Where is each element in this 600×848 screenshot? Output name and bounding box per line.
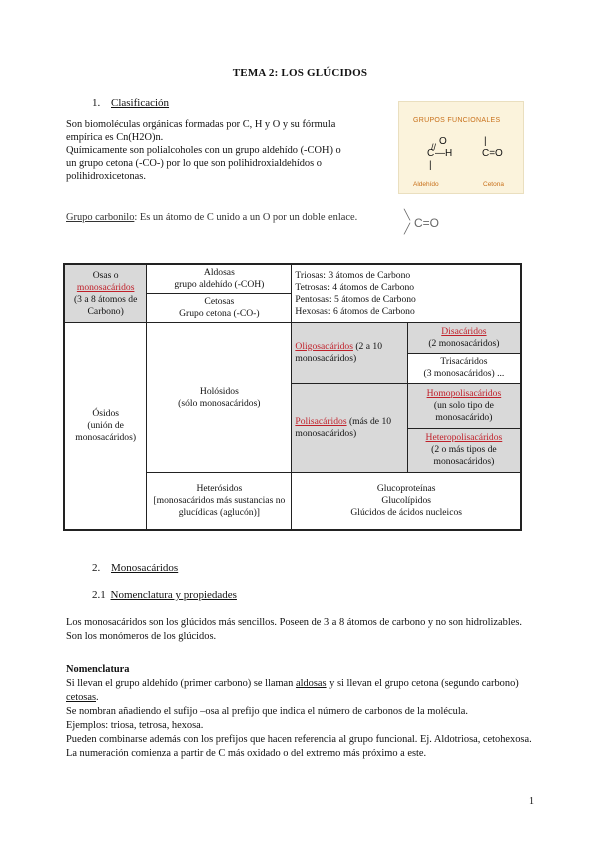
cell-text: Ósidos [92, 408, 119, 419]
heterosidos-examples-cell [292, 473, 521, 531]
ketone-formula: C=O [482, 148, 503, 159]
trisacaridos-cell [407, 353, 521, 384]
section-1-heading [92, 97, 169, 109]
intro-line: polihidroxicetonas. [66, 171, 146, 182]
aldosas-cell [147, 264, 292, 294]
cell-text: (2 a 10 monosacáridos) [295, 341, 382, 364]
cell-text: Holósidos [199, 385, 239, 397]
nomenclatura-line: Se nombran añadiendo el sufijo –osa al prefijo que indica el número de carbonos de la molécula. [66, 706, 468, 717]
cell-text: (un solo tipo de monosacárido) [433, 399, 494, 423]
cell-text: (más de 10 monosacáridos) [295, 416, 392, 439]
carbonyl-formula: C=O [414, 216, 440, 230]
cell-text: (sólo monosacáridos) [178, 397, 261, 409]
monosaccharide-types-cell [292, 264, 521, 323]
text-run-underlined: aldosas [295, 678, 327, 689]
intro-line: empírica es Cn(H2O)n. [66, 132, 164, 143]
ketone-label: Cetona [483, 181, 504, 188]
cell-text: grupo aldehído (-COH) [174, 279, 265, 290]
cell-text: Heterósidos [196, 483, 243, 494]
cetosas-cell [147, 294, 292, 323]
figure-title: GRUPOS FUNCIONALES [413, 117, 501, 124]
cell-text: Glucolípidos [381, 495, 431, 506]
cell-text-highlight: Homopolisacáridos [426, 387, 502, 399]
section-title: Nomenclatura y propiedades [110, 589, 237, 601]
oligosacaridos-cell [292, 323, 407, 384]
heteropolisacaridos-cell [407, 428, 521, 473]
section-number: 2.1 [92, 589, 106, 601]
cell-text: Grupo cetona (-CO-) [179, 308, 260, 319]
nomenclatura-heading: Nomenclatura [66, 664, 130, 675]
cell-text: Pentosas: 5 átomos de Carbono [295, 293, 416, 305]
section-number: 1. [92, 97, 101, 109]
text-run: y si llevan el grupo cetona (segundo carbono) [326, 678, 519, 689]
carbonyl-term: Grupo carbonilo [66, 212, 135, 223]
cell-text: (3 a 8 átomos de Carbono) [73, 293, 138, 317]
cell-text: Trisacáridos [440, 356, 488, 368]
carbonyl-text: : Es un átomo de C unido a un O por un doble enlace. [134, 212, 358, 223]
polisacaridos-cell [292, 384, 407, 473]
functional-groups-figure: GRUPOS FUNCIONALES O // C —H | | C=O Aldehído Cetona [398, 101, 524, 194]
cell-text-highlight: monosacáridos [76, 281, 135, 293]
text-run: . [96, 692, 99, 703]
cell-text: Cetosas [204, 296, 235, 307]
nomenclatura-block [66, 663, 536, 761]
nomenclatura-line: Pueden combinarse además con los prefijos que hacen referencia al grupo funcional. Ej. Aldotriosa, cetohexosa. [66, 734, 532, 745]
homopolisacaridos-cell [407, 384, 521, 429]
cell-text: Tetrosas: 4 átomos de Carbono [295, 281, 415, 293]
carbonyl-definition [66, 212, 357, 223]
classification-table [63, 263, 522, 531]
cell-text: Aldosas [203, 267, 235, 278]
nomenclatura-line: Ejemplos: triosa, tetrosa, hexosa. [66, 720, 204, 731]
osidos-cell [64, 323, 147, 531]
table-row [64, 323, 521, 354]
cell-text: Glúcidos de ácidos nucleicos [350, 507, 463, 518]
table-row [64, 264, 521, 294]
monosacaridos-paragraph: Los monosacáridos son los glúcidos más sencillos. Poseen de 3 a 8 átomos de carbono y no son hidrolizables. Son los monómeros de los glúcidos. [66, 617, 522, 642]
cell-text-highlight: Heteropolisacáridos [425, 432, 503, 444]
section-title: Clasificación [111, 97, 170, 109]
section-title: Monosacáridos [111, 562, 179, 574]
section-2-1-heading [92, 589, 237, 601]
heterosidos-cell [147, 473, 292, 531]
page-title: TEMA 2: LOS GLÚCIDOS [232, 67, 368, 79]
cell-text: Osas o [92, 269, 119, 281]
cell-text: Hexosas: 6 átomos de Carbono [295, 305, 415, 317]
cell-text: (3 monosacáridos) ... [423, 368, 505, 380]
cell-text: Triosas: 3 átomos de Carbono [295, 269, 411, 281]
cell-text: (unión de monosacáridos) [75, 420, 137, 443]
cell-text-highlight: Polisacáridos [295, 416, 347, 427]
cell-text: (2 monosacáridos) [428, 337, 500, 349]
cell-text: [monosacáridos más sustancias no glucídicas (aglucón)] [153, 495, 286, 518]
cell-text-highlight: Disacáridos [441, 325, 487, 337]
nomenclatura-line [66, 677, 536, 705]
osas-cell [64, 264, 147, 323]
cell-text-highlight: Oligosacáridos [295, 341, 353, 352]
intro-line: Químicamente son polialcoholes con un grupo aldehído (-COH) o [66, 145, 341, 156]
cell-text: (2 o más tipos de monosacáridos) [431, 444, 497, 468]
section-number: 2. [92, 562, 101, 574]
intro-paragraph [66, 118, 380, 183]
nomenclatura-line: La numeración comienza a partir de C más oxidado o del extremo más próximo a este. [66, 748, 427, 759]
aldehyde-label: Aldehído [413, 181, 439, 188]
section-2-heading [92, 562, 178, 574]
intro-line: un grupo cetona (-CO-) por lo que son polihidroxialdehídos o [66, 158, 322, 169]
text-run-underlined: cetosas [66, 692, 97, 703]
disacaridos-cell [407, 323, 521, 354]
text-run: Si llevan el grupo aldehído (primer carbono) se llaman [66, 678, 296, 689]
holosidos-cell [147, 323, 292, 473]
intro-line: Son biomoléculas orgánicas formadas por C, H y O y su fórmula [66, 119, 336, 130]
cell-text: Glucoproteínas [376, 483, 436, 494]
page-number: 1 [529, 796, 534, 807]
